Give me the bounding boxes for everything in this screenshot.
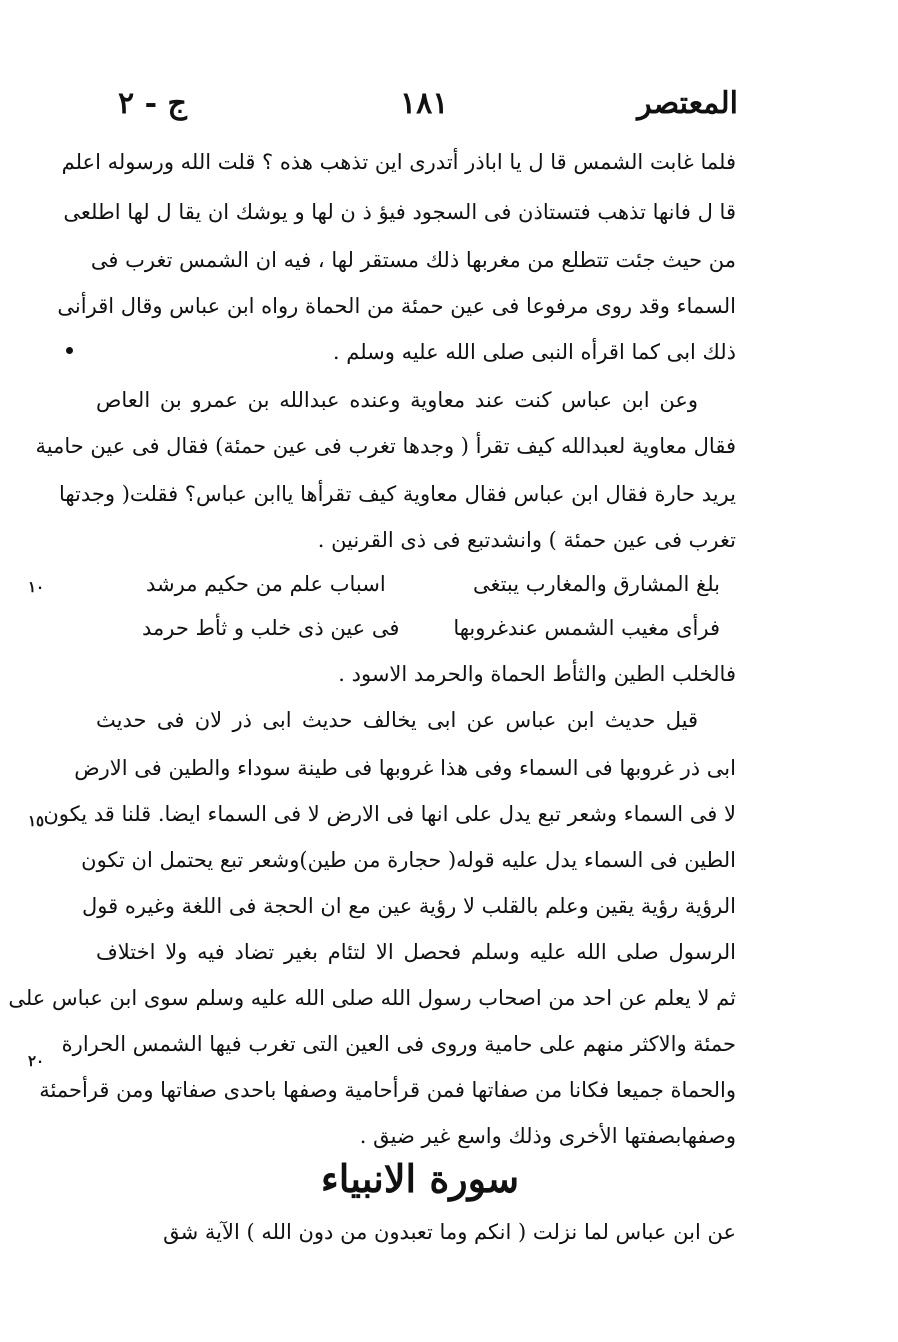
margin-line-number: ١٥ (28, 812, 45, 830)
margin-dot (66, 347, 73, 354)
margin-line-number: ١٠ (28, 578, 45, 596)
text-line: السماء وقد روى مرفوعا فى عين حمئة من الحماة رواه ابن عباس وقال اقرأنى (57, 294, 736, 318)
book-title: المعتصر (637, 86, 738, 121)
verse-note: فالخلب الطين والثأط الحماة والحرمد الاسود . (338, 662, 736, 686)
final-line: عن ابن عباس لما نزلت ( انكم وما تعبدون من دون الله ) الآية شق (163, 1220, 736, 1244)
text-line: وصفهابصفتها الأخرى وذلك واسع غير ضيق . (359, 1124, 736, 1148)
text-line: الرؤية رؤية يقين وعلم بالقلب لا رؤية عين مع ان الحجة فى اللغة وغيره قول (82, 894, 736, 918)
verse-1-second-hemistich: اسباب علم من حكيم مرشد (146, 572, 386, 596)
text-line: قيل حديث ابن عباس عن ابى يخالف حديث ابى ذر لان فى حديث (96, 708, 698, 732)
text-line: لا فى السماء وشعر تبع يدل على انها فى الارض لا فى السماء ايضا. قلنا قد يكون (43, 802, 736, 826)
text-line: ذلك ابى كما اقرأه النبى صلى الله عليه وسلم . (332, 340, 736, 364)
text-line: حمئة والاكثر منهم على حامية وروى فى العين التى تغرب فيها الشمس الحرارة (61, 1032, 736, 1056)
text-line: الطين فى السماء يدل عليه قوله( حجارة من طين)وشعر تبع يحتمل ان تكون (81, 848, 736, 872)
text-line: والحماة جميعا فكانا من صفاتها فمن قرأحامية وصفها باحدى صفاتها ومن قرأحمئة (39, 1078, 736, 1102)
text-line: فلما غابت الشمس قا ل يا اباذر أتدرى اين تذهب هذه ؟ قلت الله ورسوله اعلم (61, 150, 736, 174)
text-line: من حيث جئت تتطلع من مغربها ذلك مستقر لها ، فيه ان الشمس تغرب فى (90, 248, 736, 272)
text-line: فقال معاوية لعبدالله كيف تقرأ ( وجدها تغرب فى عين حمئة) فقال فى عين حامية (35, 434, 736, 458)
text-line: ابى ذر غروبها فى السماء وفى هذا غروبها فى طينة سوداء والطين فى الارض (74, 756, 736, 780)
verse-2-second-hemistich: فى عين ذى خلب و ثأط حرمد (142, 616, 400, 640)
verse-2-first-hemistich: فرأى مغيب الشمس عندغروبها (453, 616, 720, 640)
text-line: قا ل فانها تذهب فتستاذن فى السجود فيؤ ذ ن لها و يوشك ان يقا ل لها اطلعى (63, 200, 736, 224)
text-line: تغرب فى عين حمئة ) وانشدتبع فى ذى القرنين . (317, 528, 736, 552)
text-line: ثم لا يعلم عن احد من اصحاب رسول الله صلى الله عليه وسلم سوى ابن عباس على (8, 986, 736, 1010)
volume-label: ج - ٢ (118, 86, 187, 121)
text-line: الرسول صلى الله عليه وسلم فحصل الا لتئام بغير تضاد فيه ولا اختلاف (96, 940, 736, 964)
text-line: يريد حارة فقال ابن عباس فقال معاوية كيف تقرأها ياابن عباس؟ فقلت( وجدتها (58, 482, 736, 506)
text-line: وعن ابن عباس كنت عند معاوية وعنده عبدالله بن عمرو بن العاص (96, 388, 698, 412)
page-number: ١٨١ (400, 86, 449, 121)
verse-1-first-hemistich: بلغ المشارق والمغارب يبتغى (472, 572, 720, 596)
surah-heading: سورة الانبياء (320, 1156, 520, 1201)
margin-line-number: ٢٠ (28, 1052, 45, 1070)
